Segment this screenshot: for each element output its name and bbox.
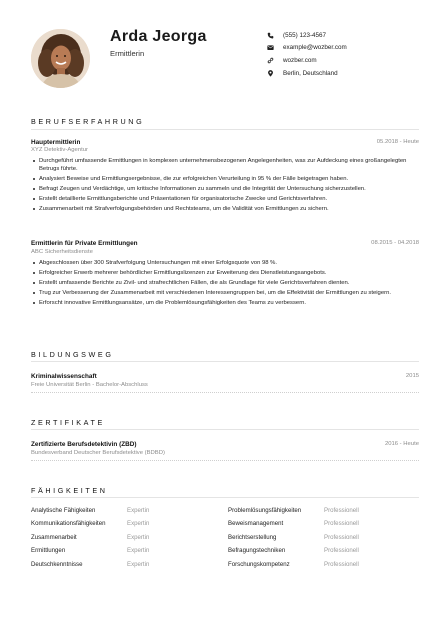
certificate-issuer: Bundesverband Deutscher Berufsdetektive (BDBD)	[31, 450, 165, 456]
job-title: Hauptermittlerin	[31, 139, 81, 146]
skill-name: Forschungskompetenz	[228, 560, 290, 568]
skill-item	[31, 507, 221, 520]
list-item: Trug zur Verbesserung der Zusammenarbeit mit verschiedenen Interessengruppen bei, um die Effektivität der Ermittlungen zu steigern.	[31, 289, 419, 297]
location-pin-icon	[266, 69, 275, 78]
list-item: Befragt Zeugen und Verdächtige, um kritische Informationen zu sammeln und die Integrität der Untersuchung sicherzustellen.	[31, 185, 419, 193]
skill-name: Beweismanagement	[228, 520, 284, 528]
skill-item	[228, 507, 418, 520]
list-item: Durchgeführt umfassende Ermittlungen in komplexen unternehmensbezogenen Angelegenheiten, was zur Aufdeckung eines großangelegten Betrugs führte.	[31, 157, 419, 173]
location-text: Berlin, Deutschland	[283, 69, 338, 77]
email-text[interactable]: example@wozber.com	[283, 44, 347, 52]
section-divider	[31, 497, 419, 498]
list-item: Erfolgreicher Erwerb mehrerer behördlicher Ermittlungslizenzen zur Erweiterung des Dienstleistungsangebots.	[31, 269, 419, 277]
list-item: Zusammenarbeit mit Strafverfolgungsbehörden und Rechtsteams, um die Validität von Ermittlungen zu sichern.	[31, 205, 419, 213]
job-bullets	[31, 157, 419, 214]
education-date: 2015	[405, 373, 419, 379]
list-item: Erstellt detaillierte Ermittlungsberichte und Präsentationen für organisatorische Zwecke und Gerichtsverfahren.	[31, 195, 419, 203]
skill-name: Zusammenarbeit	[31, 533, 77, 541]
skill-item	[228, 534, 418, 547]
skill-level: Expertin	[127, 560, 150, 568]
skills-column-right	[228, 507, 418, 574]
skill-item	[31, 561, 221, 574]
skill-level: Expertin	[127, 547, 150, 555]
skill-item	[31, 520, 221, 533]
phone-text: (555) 123-4567	[283, 31, 327, 39]
skill-item	[228, 520, 418, 533]
section-title-education: BILDUNGSWEG	[31, 350, 114, 359]
skill-item	[228, 561, 418, 574]
skill-level: Professionell	[324, 547, 359, 555]
contact-email	[266, 42, 347, 55]
contact-location	[266, 67, 347, 80]
section-title-experience: BERUFSERFAHRUNG	[31, 117, 145, 126]
list-item: Erforscht innovative Ermittlungsansätze, um die Problemlösungsfähigkeiten des Teams zu verbessern.	[31, 299, 419, 307]
section-title-certificates: ZERTIFIKATE	[31, 418, 105, 427]
job-date: 05.2018 - Heute	[376, 139, 419, 145]
skill-item	[31, 534, 221, 547]
skill-name: Problemlösungsfähigkeiten	[228, 507, 302, 514]
skill-level: Expertin	[127, 533, 150, 541]
certificate-date: 2016 - Heute	[384, 441, 419, 447]
list-item: Abgeschlossen über 300 Strafverfolgung Untersuchungen mit einer Erfolgsquote von 98 %.	[31, 259, 419, 267]
skill-name: Deutschkenntnisse	[31, 560, 83, 568]
candidate-role: Ermittlerin	[110, 49, 145, 58]
avatar	[31, 29, 90, 88]
job-company: ABC Sicherheitsdienste	[31, 249, 93, 255]
skill-name: Befragungstechniken	[228, 547, 286, 555]
list-item: Analysiert Beweise und Ermittlungsergebnisse, die zur erfolgreichen Verurteilung in 95 % der Fälle beigetragen haben.	[31, 175, 419, 183]
skill-level: Professionell	[324, 520, 359, 528]
list-item: Erstellt umfassende Berichte zu Zivil- und strafrechtlichen Fällen, die als Grundlage für viele Gerichtsverfahren dienten.	[31, 279, 419, 287]
skill-level: Expertin	[127, 520, 150, 528]
skill-level: Professionell	[324, 533, 359, 541]
portrait-photo	[31, 29, 90, 88]
education-institution: Freie Universität Berlin - Bachelor-Abschluss	[31, 382, 148, 388]
section-divider	[31, 129, 419, 130]
phone-icon	[266, 31, 275, 40]
job-company: XYZ Detektiv-Agentur	[31, 147, 88, 153]
skill-name: Ermittlungen	[31, 547, 66, 555]
skill-item	[31, 547, 221, 560]
section-divider	[31, 429, 419, 430]
skill-level: Professionell	[324, 507, 359, 514]
section-divider	[31, 361, 419, 362]
certificate-title: Zertifizierte Berufsdetektivin (ZBD)	[31, 441, 137, 448]
skill-level: Expertin	[127, 507, 150, 514]
skill-name: Analytische Fähigkeiten	[31, 507, 96, 514]
candidate-name: Arda Jeorga	[110, 28, 207, 45]
mail-icon	[266, 43, 275, 52]
skill-name: Kommunikationsfähigkeiten	[31, 520, 106, 528]
job-title: Ermittlerin für Private Ermittlungen	[31, 240, 138, 247]
education-title: Kriminalwissenschaft	[31, 373, 97, 380]
job-bullets	[31, 259, 419, 308]
job-date: 08.2015 - 04.2018	[371, 240, 419, 246]
skill-name: Berichtserstellung	[228, 533, 277, 541]
contact-website	[266, 54, 347, 67]
contact-phone	[266, 29, 347, 42]
skills-column-left	[31, 507, 221, 574]
link-icon	[266, 56, 275, 65]
skill-item	[228, 547, 418, 560]
entry-divider	[31, 460, 419, 461]
website-text[interactable]: wozber.com	[283, 56, 317, 64]
entry-divider	[31, 392, 419, 393]
section-title-skills: FÄHIGKEITEN	[31, 486, 108, 495]
contact-list	[266, 29, 347, 79]
skill-level: Professionell	[324, 560, 359, 568]
